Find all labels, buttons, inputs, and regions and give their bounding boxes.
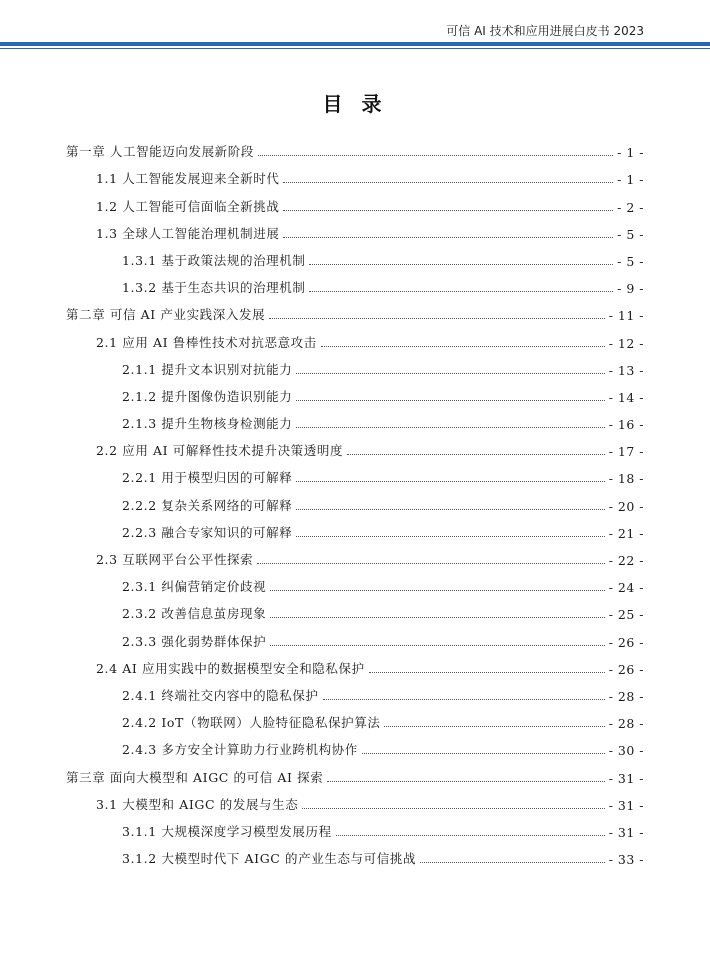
- toc-leader-dots: [296, 373, 604, 374]
- toc-entry-page: - 14 -: [608, 389, 644, 405]
- toc-entry-page: - 31 -: [608, 824, 644, 840]
- toc-leader-dots: [270, 645, 605, 646]
- toc-leader-dots: [347, 454, 605, 455]
- toc-entry-page: - 17 -: [608, 444, 644, 460]
- toc-entry-title: 2.2.3 融合专家知识的可解释: [122, 524, 293, 540]
- toc-entry-page: - 24 -: [608, 580, 644, 596]
- toc-entry[interactable]: [0, 654, 710, 681]
- toc-leader-dots: [270, 590, 605, 591]
- toc-entry-title: 2.3 互联网平台公平性探索: [96, 552, 254, 567]
- toc-leader-dots: [302, 808, 604, 809]
- toc-entry-page: - 33 -: [608, 852, 644, 868]
- toc-entry[interactable]: [0, 219, 710, 246]
- toc-entry-title: 2.1.3 提升生物核身检测能力: [122, 416, 293, 432]
- toc-entry[interactable]: [0, 436, 710, 463]
- toc-entry-page: - 5 -: [617, 253, 644, 269]
- toc-entry[interactable]: [0, 518, 710, 545]
- toc-entry[interactable]: [0, 137, 710, 164]
- toc-entry-title: 2.2.1 用于模型归因的可解释: [122, 470, 293, 486]
- page-header: [0, 0, 710, 48]
- toc-leader-dots: [296, 536, 604, 537]
- toc-entry-page: - 25 -: [608, 607, 644, 623]
- toc-entry-title: 第二章 可信 AI 产业实践深入发展: [66, 307, 266, 323]
- toc-entry-page: - 31 -: [608, 797, 644, 813]
- toc-leader-dots: [296, 481, 604, 482]
- toc-entry[interactable]: [0, 191, 710, 218]
- toc-leader-dots: [270, 617, 605, 618]
- toc-entry-page: - 26 -: [608, 661, 644, 677]
- toc-leader-dots: [257, 563, 604, 564]
- toc-entry[interactable]: [0, 463, 710, 490]
- toc-leader-dots: [258, 155, 613, 156]
- toc-entry-page: - 12 -: [608, 335, 644, 351]
- toc-leader-dots: [283, 237, 613, 238]
- toc-entry-page: - 13 -: [608, 362, 644, 378]
- toc-leader-dots: [369, 672, 605, 673]
- toc-entry-page: - 30 -: [608, 743, 644, 759]
- toc-entry-title: 3.1.1 大规模深度学习模型发展历程: [122, 823, 332, 839]
- toc-entry-page: - 28 -: [608, 716, 644, 732]
- toc-leader-dots: [327, 781, 604, 782]
- toc-entry-page: - 16 -: [608, 417, 644, 433]
- toc-entry[interactable]: [0, 300, 710, 327]
- toc-entry[interactable]: [0, 626, 710, 653]
- toc-entry[interactable]: [0, 708, 710, 735]
- toc-entry[interactable]: [0, 599, 710, 626]
- toc-entry-page: - 20 -: [608, 498, 644, 514]
- toc-entry[interactable]: [0, 164, 710, 191]
- toc-entry-title: 2.4.3 多方安全计算助力行业跨机构协作: [122, 742, 358, 758]
- toc-entry-title: 1.3.1 基于政策法规的治理机制: [122, 252, 306, 268]
- toc-entry-page: - 1 -: [617, 145, 644, 161]
- toc-entry-title: 2.1.1 提升文本识别对抗能力: [122, 361, 293, 377]
- toc-entry-title: 2.4.2 IoT（物联网）人脸特征隐私保护算法: [122, 715, 381, 731]
- toc-leader-dots: [309, 291, 613, 292]
- toc-entry-title: 2.3.3 强化弱势群体保护: [122, 633, 267, 649]
- toc-entry[interactable]: [0, 762, 710, 789]
- toc-entry-title: 1.1 人工智能发展迎来全新时代: [96, 171, 280, 187]
- toc-leader-dots: [296, 509, 604, 510]
- toc-entry-title: 1.2 人工智能可信面临全新挑战: [96, 198, 280, 214]
- toc-leader-dots: [309, 264, 613, 265]
- toc-leader-dots: [269, 318, 605, 319]
- toc-leader-dots: [336, 835, 605, 836]
- toc-entry-page: - 22 -: [608, 553, 644, 568]
- toc-entry[interactable]: [0, 382, 710, 409]
- toc-entry[interactable]: [0, 817, 710, 844]
- toc-leader-dots: [420, 862, 605, 863]
- toc-leader-dots: [362, 753, 605, 754]
- toc-entry[interactable]: [0, 490, 710, 517]
- toc-entry-title: 2.3.1 纠偏营销定价歧视: [122, 579, 267, 595]
- toc-entry-title: 1.3.2 基于生态共识的治理机制: [122, 280, 306, 296]
- toc-entry[interactable]: [0, 572, 710, 599]
- toc-leader-dots: [283, 210, 613, 211]
- toc-entry-title: 2.1 应用 AI 鲁棒性技术对抗恶意攻击: [96, 334, 317, 350]
- toc-entry-page: - 21 -: [608, 525, 644, 541]
- toc-entry[interactable]: [0, 409, 710, 436]
- table-of-contents: [0, 137, 710, 871]
- header-title: 可信 AI 技术和应用进展白皮书 2023: [446, 24, 644, 38]
- toc-entry-page: - 1 -: [617, 172, 644, 188]
- toc-entry[interactable]: [0, 735, 710, 762]
- toc-title: 目 录: [322, 92, 388, 116]
- toc-entry-page: - 11 -: [608, 308, 644, 324]
- toc-entry-page: - 5 -: [617, 226, 644, 242]
- toc-entry-title: 2.1.2 提升图像伪造识别能力: [122, 388, 293, 404]
- toc-entry[interactable]: [0, 545, 710, 572]
- toc-entry-title: 2.3.2 改善信息茧房现象: [122, 606, 267, 622]
- toc-leader-dots: [384, 726, 604, 727]
- toc-entry-page: - 26 -: [608, 634, 644, 650]
- toc-entry[interactable]: [0, 355, 710, 382]
- header-rule: [0, 42, 710, 46]
- toc-entry[interactable]: [0, 273, 710, 300]
- toc-entry[interactable]: [0, 790, 710, 817]
- toc-entry-title: 1.3 全球人工智能治理机制进展: [96, 225, 280, 241]
- toc-entry-page: - 31 -: [608, 770, 644, 786]
- toc-leader-dots: [321, 346, 605, 347]
- toc-entry-title: 2.4 AI 应用实践中的数据模型安全和隐私保护: [96, 660, 365, 676]
- toc-entry-page: - 2 -: [617, 199, 644, 215]
- toc-entry-title: 2.4.1 终端社交内容中的隐私保护: [122, 687, 319, 703]
- toc-entry-page: - 9 -: [617, 281, 644, 297]
- toc-entry-page: - 18 -: [608, 471, 644, 487]
- toc-entry[interactable]: [0, 327, 710, 354]
- header-rule-thin: [0, 48, 710, 49]
- toc-leader-dots: [296, 400, 604, 401]
- toc-entry-title: 第三章 面向大模型和 AIGC 的可信 AI 探索: [66, 769, 324, 785]
- toc-entry-title: 3.1.2 大模型时代下 AIGC 的产业生态与可信挑战: [122, 851, 417, 867]
- toc-entry[interactable]: [0, 844, 710, 871]
- toc-leader-dots: [296, 427, 604, 428]
- toc-leader-dots: [323, 699, 605, 700]
- toc-entry-page: - 28 -: [608, 688, 644, 704]
- toc-entry-title: 2.2.2 复杂关系网络的可解释: [122, 497, 293, 513]
- toc-entry-title: 2.2 应用 AI 可解释性技术提升决策透明度: [96, 443, 344, 459]
- toc-leader-dots: [283, 182, 613, 183]
- toc-entry-title: 3.1 大模型和 AIGC 的发展与生态: [96, 796, 299, 812]
- toc-entry-title: 第一章 人工智能迈向发展新阶段: [66, 144, 254, 160]
- toc-entry[interactable]: [0, 681, 710, 708]
- toc-entry[interactable]: [0, 246, 710, 273]
